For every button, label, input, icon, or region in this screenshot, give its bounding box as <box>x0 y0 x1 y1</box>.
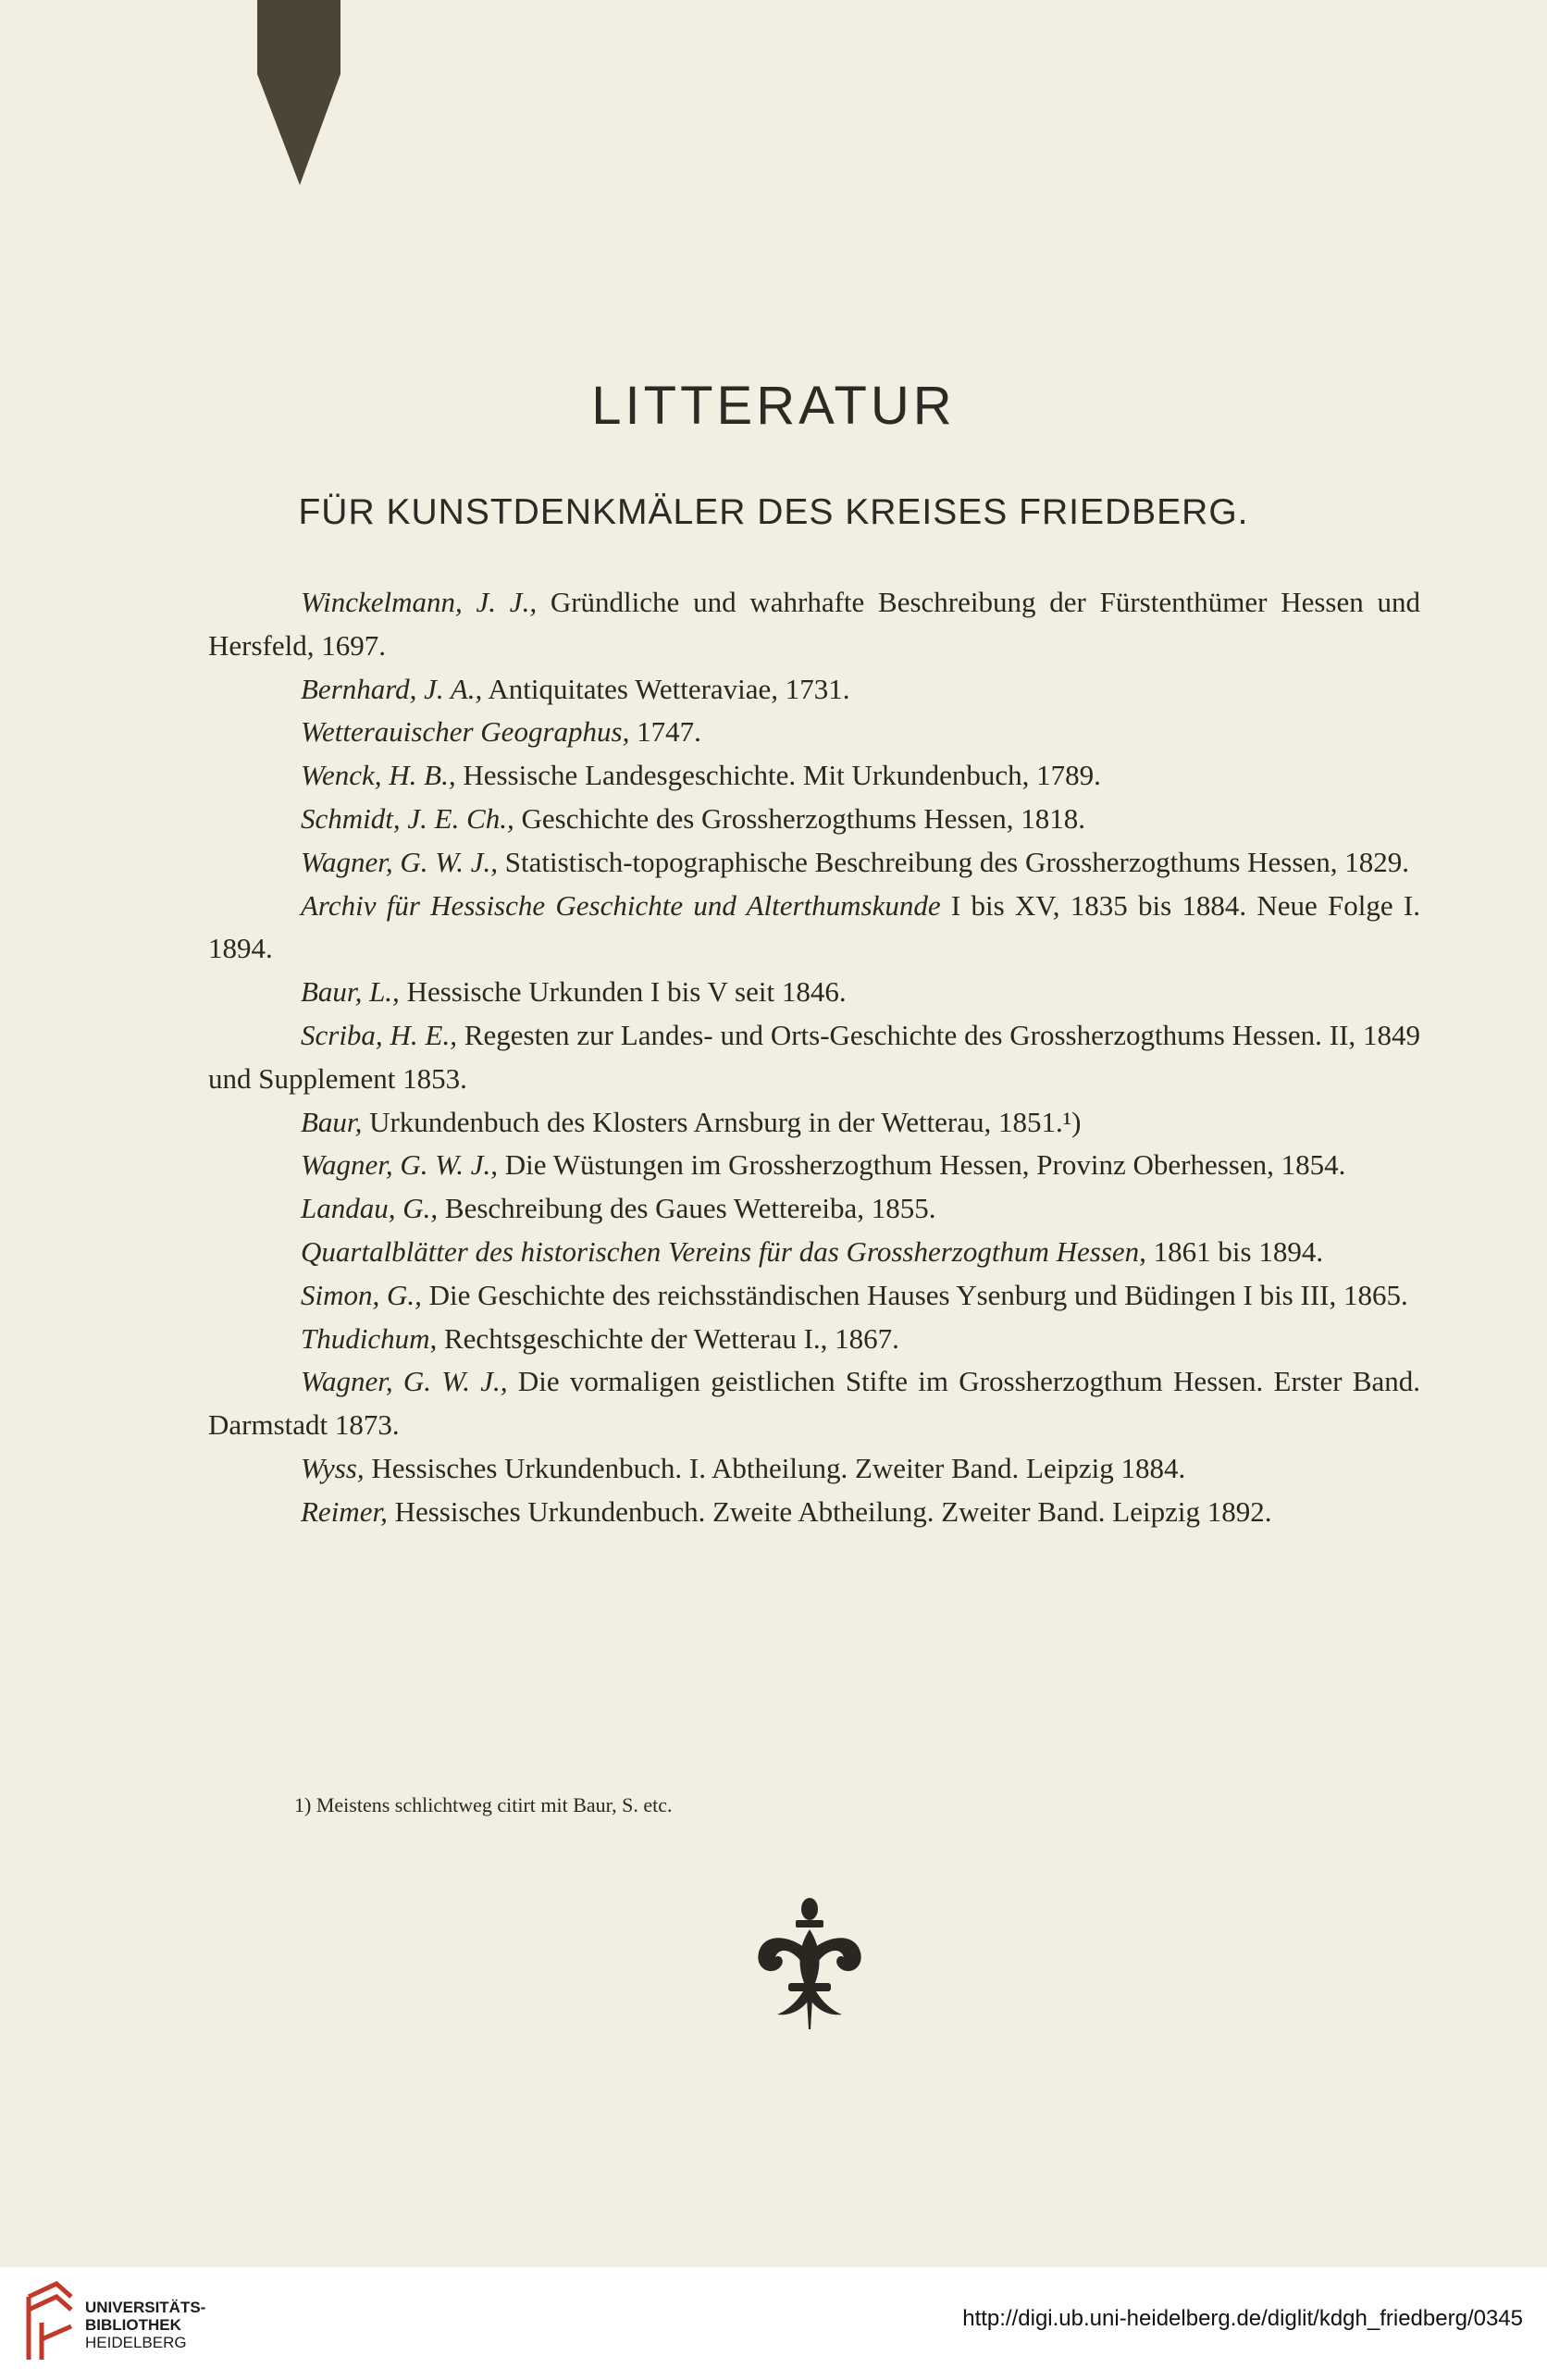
entry-text: 1861 bis 1894. <box>1145 1234 1324 1268</box>
entry-author: Archiv für Hessische Geschichte und Alterthumskunde <box>301 888 941 922</box>
bibliography-entry <box>208 1101 1420 1145</box>
entry-author: Winckelmann, J. J., <box>301 586 538 618</box>
university-library-logo-icon <box>23 2278 77 2363</box>
bibliography-entry <box>208 971 1420 1014</box>
entry-author: Baur, <box>301 1105 363 1138</box>
entry-author: Wyss, <box>301 1451 365 1484</box>
bibliography-entry <box>208 1360 1420 1447</box>
bibliography-entry <box>208 1447 1420 1491</box>
entry-text: Die Wüstungen im Grossherzogthum Hessen, Provinz Oberhessen, 1854. <box>498 1148 1346 1182</box>
entry-author: Reimer, <box>301 1494 388 1528</box>
bibliography-entry <box>208 1187 1420 1231</box>
bibliography-list <box>208 581 1420 1534</box>
bibliography-entry <box>208 798 1420 841</box>
bibliography-entry <box>208 754 1420 798</box>
entry-text: Die vormaligen geistlichen Stifte im Grossherzogthum Hessen. Erster Band. Darmstadt 1873. <box>208 1365 1421 1442</box>
entry-author: Thudichum, <box>301 1321 438 1355</box>
library-name <box>85 2299 205 2351</box>
entry-author: Wetterauischer Geographus, <box>301 715 630 749</box>
bibliography-entry <box>208 885 1420 972</box>
entry-text: 1747. <box>629 715 701 749</box>
bibliography-entry <box>208 1491 1420 1534</box>
entry-text: Hessische Landesgeschichte. Mit Urkundenbuch, 1789. <box>455 759 1101 792</box>
bibliography-entry <box>208 1318 1420 1361</box>
entry-text: I bis XV, 1835 bis 1884. Neue Folge I. 1894. <box>208 888 1420 965</box>
page-subtitle: FÜR KUNSTDENKMÄLER DES KREISES FRIEDBERG. <box>298 492 1249 532</box>
entry-author: Wagner, G. W. J., <box>301 1148 498 1182</box>
fleur-de-lis-ornament-icon <box>749 1892 870 2031</box>
bibliography-entry <box>208 1014 1420 1101</box>
entry-text: Beschreibung des Gaues Wettereiba, 1855. <box>438 1192 936 1225</box>
bibliography-entry <box>208 1144 1420 1187</box>
bibliography-entry <box>208 711 1420 754</box>
entry-author: Wenck, H. B., <box>301 759 456 792</box>
bibliography-entry <box>208 1231 1420 1274</box>
entry-text: Regesten zur Landes- und Orts-Geschichte des Grossherzogthums Hessen. II, 1849 und Supplement 1853. <box>208 1018 1421 1095</box>
entry-text: Statistisch-topographische Beschreibung des Grossherzogthums Hessen, 1829. <box>498 845 1409 878</box>
entry-text: Rechtsgeschichte der Wetterau I., 1867. <box>437 1321 899 1355</box>
entry-text: Urkundenbuch des Klosters Arnsburg in der Wetterau, 1851.¹) <box>362 1105 1082 1138</box>
bibliography-entry <box>208 581 1420 668</box>
entry-author: Quartalblätter des historischen Vereins für das Grossherzogthum Hessen, <box>301 1234 1146 1268</box>
library-name-line2: BIBLIOTHEK <box>85 2316 181 2334</box>
entry-author: Scriba, H. E., <box>301 1018 457 1051</box>
entry-text: Hessisches Urkundenbuch. Zweite Abtheilung. Zweiter Band. Leipzig 1892. <box>387 1494 1272 1528</box>
entry-text: Geschichte des Grossherzogthums Hessen, 1818. <box>514 801 1086 835</box>
bibliography-entry <box>208 668 1420 712</box>
library-name-line3: HEIDELBERG <box>85 2334 187 2351</box>
entry-text: Die Geschichte des reichsständischen Hauses Ysenburg und Büdingen I bis III, 1865. <box>421 1278 1408 1311</box>
entry-text: Hessisches Urkundenbuch. I. Abtheilung. Zweiter Band. Leipzig 1884. <box>364 1451 1186 1484</box>
entry-author: Bernhard, J. A., <box>301 672 483 705</box>
entry-author: Landau, G., <box>301 1192 439 1225</box>
library-name-line1: UNIVERSITÄTS- <box>85 2299 206 2316</box>
entry-author: Schmidt, J. E. Ch., <box>301 801 514 835</box>
entry-author: Wagner, G. W. J., <box>301 845 498 878</box>
entry-text: Gründliche und wahrhafte Beschreibung der Fürstenthümer Hessen und Hersfeld, 1697. <box>208 586 1420 662</box>
footnote: 1) Meistens schlichtweg citirt mit Baur, S. etc. <box>294 1793 673 1816</box>
page-title: LITTERATUR <box>591 376 956 436</box>
entry-author: Baur, L., <box>301 975 400 1009</box>
permalink-url[interactable]: http://digi.ub.uni-heidelberg.de/diglit/kdgh_friedberg/0345 <box>962 2306 1523 2331</box>
bibliography-entry <box>208 841 1420 885</box>
bookmark-tab-icon <box>257 0 340 190</box>
entry-text: Hessische Urkunden I bis V seit 1846. <box>399 975 847 1009</box>
bibliography-entry <box>208 1274 1420 1318</box>
entry-text: Antiquitates Wetteraviae, 1731. <box>482 672 850 705</box>
entry-author: Simon, G., <box>301 1278 422 1311</box>
entry-author: Wagner, G. W. J., <box>301 1365 508 1398</box>
